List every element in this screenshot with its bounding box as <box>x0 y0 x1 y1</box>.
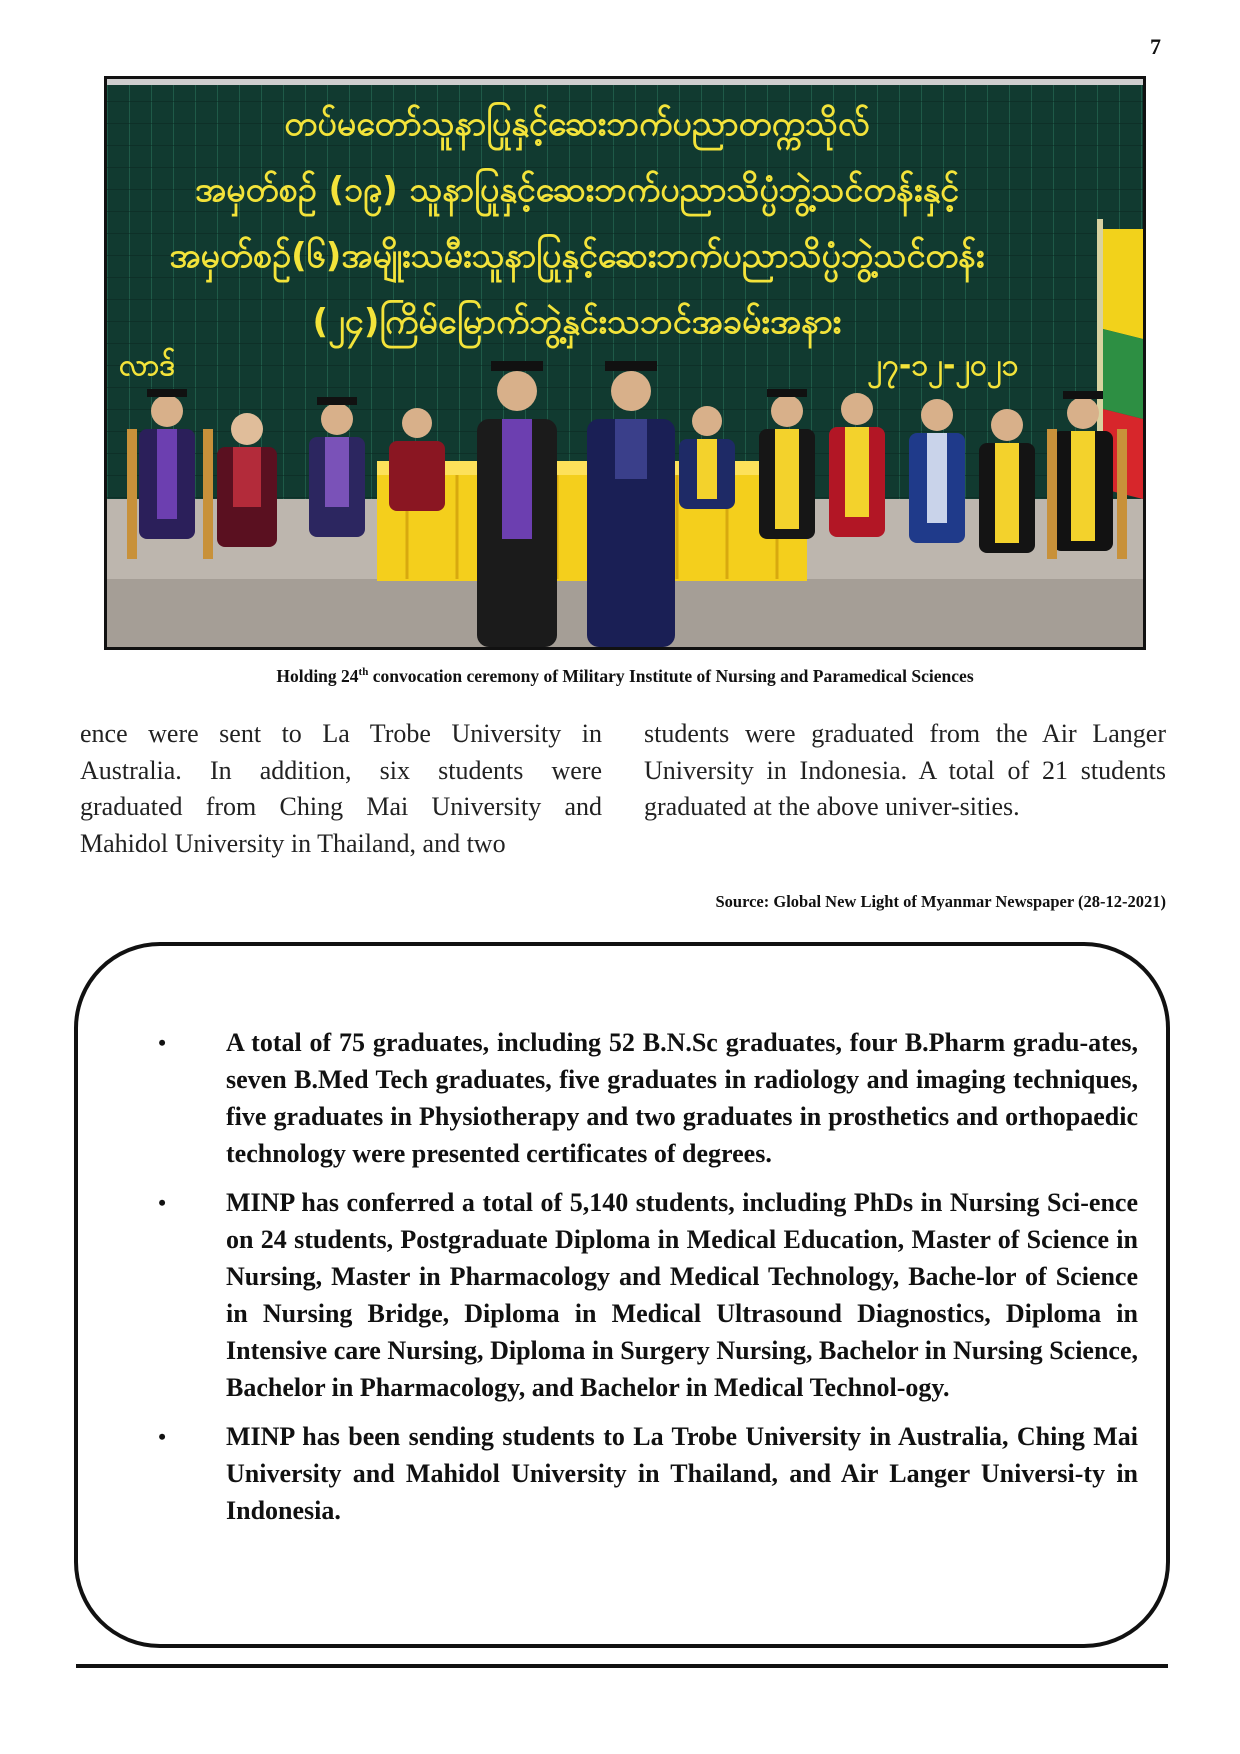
photo-caption <box>104 666 1146 687</box>
banner-left-fragment: လာဒ် <box>118 348 176 383</box>
banner-line-1: တပ်မတော်သူနာပြုနှင့်ဆေးဘက်ပညာတက္ကသိုလ် <box>284 104 870 144</box>
banner-line-3: အမှတ်စဉ်(၆)အမျိုးသမီးသူနာပြုနှင့်ဆေးဘက်ပညာသိပ္ပံဘွဲ့သင်တန်း <box>169 236 985 276</box>
convocation-photo-illustration <box>107 79 1143 647</box>
summary-box <box>74 942 1170 1648</box>
summary-item-text: MINP has conferred a total of 5,140 students, including PhDs in Nursing Sci-ence on 24 students, Postgraduate Diploma in Medical Education, Master of Science in Nursing, Master in Pharmacology and Medical Technology, Bache-lor of Science in Nursing Bridge, Diploma in Medical Ultrasound Diagnostics, Diploma in Intensive care Nursing, Diploma in Surgery Nursing, Bachelor in Nursing Science, Bachelor in Pharmacology, and Bachelor in Medical Technol-ogy. <box>226 1188 1138 1402</box>
source-credit: Source: Global New Light of Myanmar Newspaper (28-12-2021) <box>715 892 1166 911</box>
bullet-icon: • <box>158 1424 166 1449</box>
summary-item <box>106 1024 1136 1172</box>
bullet-icon: • <box>158 1030 166 1055</box>
bullet-icon: • <box>158 1190 166 1215</box>
caption-prefix: Holding 24 <box>276 666 359 686</box>
summary-item <box>106 1418 1136 1529</box>
article-column-right: students were graduated from the Air Langer University in Indonesia. A total of 21 students graduated at the above univer-sities. <box>644 719 1166 821</box>
curtain-fringe <box>107 79 1143 85</box>
page-number: 7 <box>1150 34 1161 59</box>
banner-line-4: (၂၄)ကြိမ်မြောက်ဘွဲ့နှင်းသဘင်အခမ်းအနား <box>312 302 842 342</box>
convocation-photo <box>104 76 1146 650</box>
article-column-left: ence were sent to La Trobe University in Australia. In addition, six students were graduated from Ching Mai University and Mahidol University in Thailand, and two <box>80 719 602 858</box>
banner-line-2: အမှတ်စဉ် (၁၉) သူနာပြုနှင့်ဆေးဘက်ပညာသိပ္ပံဘွဲ့သင်တန်းနှင့် <box>194 170 960 210</box>
summary-item-text: A total of 75 graduates, including 52 B.N.Sc graduates, four B.Pharm gradu-ates, seven B.Med Tech graduates, five graduates in radiology and imaging techniques, five graduates in Physiotherapy and two graduates in prosthetics and orthopaedic technology were presented certificates of degrees. <box>226 1028 1138 1168</box>
summary-list <box>106 1024 1136 1541</box>
banner-date: ၂၇-၁၂-၂၀၂၁ <box>867 348 1019 383</box>
caption-superscript: th <box>358 666 369 679</box>
summary-item <box>106 1184 1136 1406</box>
summary-item-text: MINP has been sending students to La Trobe University in Australia, Ching Mai University and Mahidol University in Thailand, and Air Langer Universi-ty in Indonesia. <box>226 1422 1138 1525</box>
caption-suffix: convocation ceremony of Military Institute of Nursing and Paramedical Sciences <box>368 666 974 686</box>
bottom-divider <box>76 1664 1168 1668</box>
